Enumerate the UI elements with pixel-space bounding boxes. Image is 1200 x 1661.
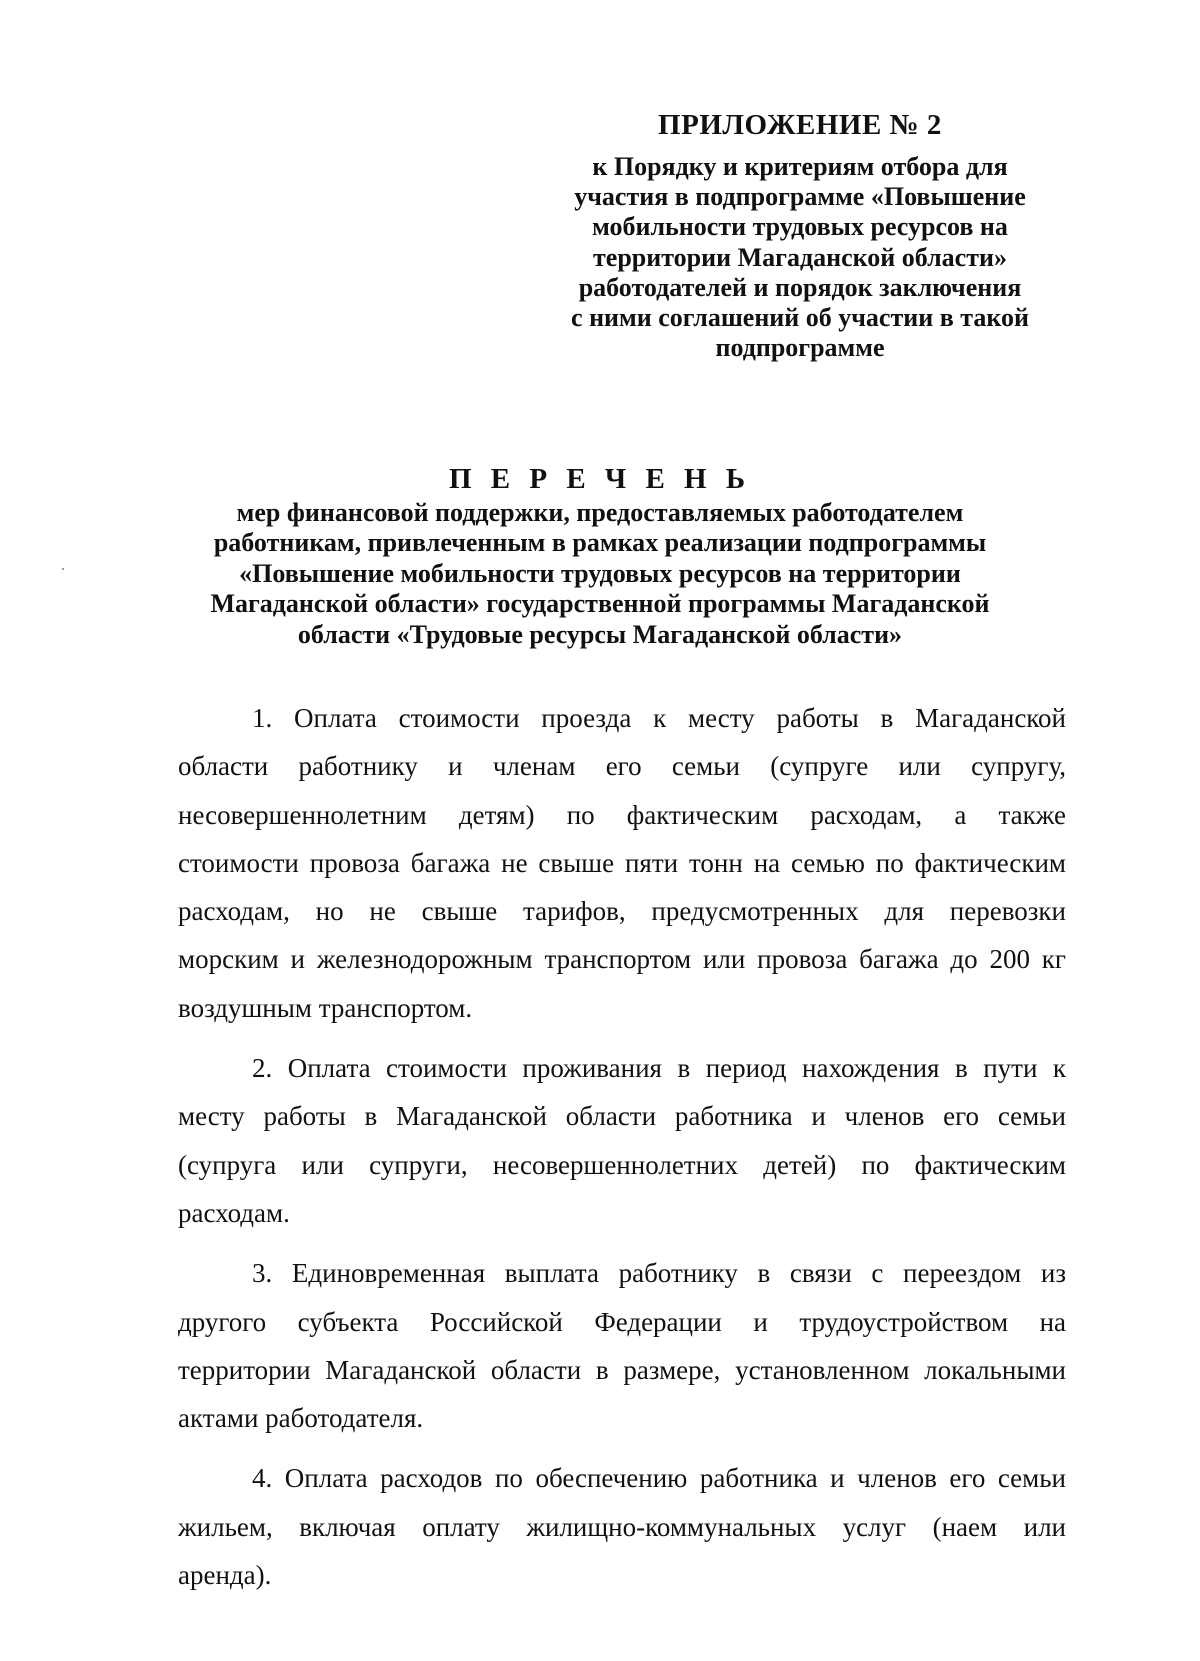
text-line: морским и железнодорожным транспортом или провоза багажа до 200 кг [178, 944, 1066, 975]
appendix-line: подпрограмме [715, 333, 885, 363]
appendix-line: с ними соглашений об участии в такой [571, 303, 1029, 333]
appendix-line: территории Магаданской области» [593, 242, 1007, 272]
scan-speck [62, 568, 64, 570]
list-subtitle-line: «Повышение мобильности трудовых ресурсов на территории [239, 558, 961, 588]
list-subtitle-line: мер финансовой поддержки, предоставляемых работодателем [236, 498, 964, 527]
appendix-line: мобильности трудовых ресурсов на [592, 212, 1008, 242]
list-item-3 [178, 1249, 1066, 1442]
list-subtitle-line: работникам, привлеченным в рамках реализации подпрограммы [213, 528, 987, 558]
text-line: 3. Единовременная выплата работнику в связи с переездом из [252, 1258, 1066, 1289]
text-line: аренда). [178, 1560, 272, 1591]
text-line: расходам. [178, 1197, 290, 1228]
list-title: П Е Р Е Ч Е Н Ь [448, 463, 752, 495]
list-subtitle-line: Магаданской области» государственной программы Магаданской [210, 589, 990, 619]
appendix-title: ПРИЛОЖЕНИЕ № 2 [658, 109, 942, 141]
list-item-1 [178, 694, 1066, 1032]
text-line: стоимости провоза багажа не свыше пяти тонн на семью по фактическим [178, 847, 1066, 878]
appendix-line: участия в подпрограмме «Повышение [574, 182, 1026, 212]
text-line: расходам, но не свыше тарифов, предусмотренных для перевозки [178, 896, 1066, 927]
text-line: 2. Оплата стоимости проживания в период нахождения в пути к [252, 1053, 1066, 1084]
text-line: несовершеннолетним детям) по фактическим расходам, а также [178, 799, 1066, 830]
body-text [178, 694, 1066, 1611]
text-line: другого субъекта Российской Федерации и трудоустройством на [178, 1306, 1066, 1337]
text-line: жильем, включая оплату жилищно-коммунальных услуг (наем или [178, 1511, 1066, 1542]
text-line: области работнику и членам его семьи (супруге или супругу, [178, 751, 1066, 782]
list-subtitle-line: области «Трудовые ресурсы Магаданской области» [297, 619, 903, 649]
list-heading-block [120, 462, 1080, 650]
text-line: 1. Оплата стоимости проезда к месту работы в Магаданской [252, 703, 1066, 733]
text-line: актами работодателя. [178, 1403, 424, 1434]
text-line: месту работы в Магаданской области работника и членов его семьи [178, 1101, 1066, 1132]
text-line: 4. Оплата расходов по обеспечению работника и членов его семьи [252, 1463, 1066, 1494]
appendix-line: к Порядку и критериям отбора для [592, 152, 1008, 181]
appendix-line: работодателей и порядок заключения [578, 272, 1022, 302]
list-item-4 [178, 1454, 1066, 1599]
text-line: (супруга или супруги, несовершеннолетних детей) по фактическим [178, 1149, 1066, 1180]
text-line: воздушным транспортом. [178, 992, 473, 1023]
appendix-block [540, 108, 1060, 363]
text-line: территории Магаданской области в размере, установленном локальными [178, 1354, 1066, 1385]
list-item-2 [178, 1044, 1066, 1237]
